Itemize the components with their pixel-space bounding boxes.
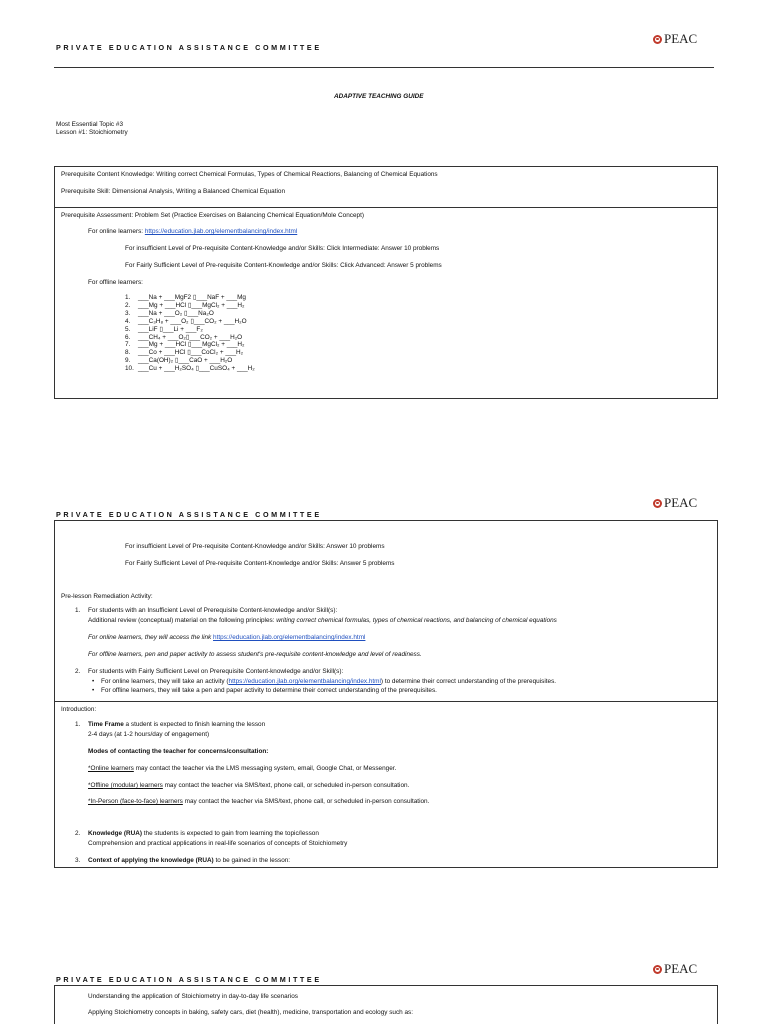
sufficient-online: For Fairly Sufficient Level of Pre-requisite Content-Knowledge and/or Skills: Click Advanced: Answer 5 problems — [125, 262, 442, 269]
remediation-title: Pre-lesson Remediation Activity: — [61, 593, 153, 600]
intro-item1 — [88, 721, 265, 729]
intro-item3 — [88, 857, 290, 865]
intro-item3-num: 3. — [75, 857, 81, 864]
remediation-item1-offline: For offline learners, pen and paper activity to assess student's pre-requisite content-knowledge and level of readiness. — [88, 651, 422, 658]
intro-item1-num: 1. — [75, 721, 81, 728]
remediation-item1-num: 1. — [75, 607, 81, 614]
header-org-title-p2: PRIVATE EDUCATION ASSISTANCE COMMITTEE — [56, 510, 322, 519]
problem-equation: ___Na + ___MgF2 ▯___NaF + ___Mg — [138, 294, 246, 301]
remediation-item1-online — [88, 634, 365, 642]
mode-offline — [88, 782, 409, 790]
remediation-item2-bullet1 — [101, 678, 556, 686]
problem-equation: ___Mg + ___HCl ▯___MgCl₂ + ___H₂ — [138, 341, 245, 349]
online-learners-line — [88, 228, 297, 236]
guide-title: ADAPTIVE TEACHING GUIDE — [334, 93, 424, 100]
problem-number: 1. — [125, 294, 131, 301]
problem-number: 4. — [125, 317, 131, 325]
mode-online — [88, 765, 396, 773]
remediation-online-link[interactable]: https://education.jlab.org/elementbalancing/index.html — [213, 634, 366, 641]
sufficient-level: For Fairly Sufficient Level of Pre-requisite Content-Knowledge and/or Skills: Answer 5 problems — [125, 560, 395, 567]
topic-label: Most Essential Topic #3 — [56, 121, 124, 128]
mode-online-label: *Online learners — [88, 765, 134, 772]
problem-number: 5. — [125, 325, 131, 333]
context-text: to be gained in the lesson: — [213, 857, 291, 864]
online-prefix: For online learners, they will access the link — [88, 634, 214, 641]
problem-equation: ___C₃H₈ + ___O₂ ▯___CO₂ + ___H₂O — [138, 317, 247, 325]
remediation-item2-bullet2: • For offline learners, they will take a pen and paper activity to determine their correct understanding of the prerequisites. — [101, 687, 437, 695]
page3-box — [54, 985, 718, 1024]
problem-equation: ___LiF ▯___Li + ___F₂ — [138, 325, 203, 333]
peac-logo-icon — [653, 35, 662, 44]
time-frame-label: Time Frame — [88, 721, 124, 728]
problem-equation: ___Na + ___O₂ ▯___Na₂O — [138, 309, 214, 317]
mode-inperson-label: *In-Person (face-to-face) learners — [88, 798, 183, 805]
peac-logo-icon — [653, 499, 662, 508]
problem-item — [125, 318, 247, 326]
peac-logo-icon — [653, 965, 662, 974]
online-label: For online learners: — [88, 228, 145, 235]
problem-item — [125, 357, 232, 365]
modes-title: Modes of contacting the teacher for concerns/consultation: — [88, 748, 269, 755]
problem-item — [125, 334, 242, 342]
mode-inperson — [88, 798, 429, 806]
remediation-item1-review — [88, 617, 557, 625]
problem-item — [125, 341, 245, 349]
problem-equation: ___Cu + ___H₂SO₄ ▯___CuSO₄ + ___H₂ — [138, 365, 255, 373]
remediation-item2: For students with Fairly Sufficient Level on Prerequisite Content-knowledge and/or Skill(s): — [88, 668, 344, 675]
problem-equation: ___Co + ___HCl ▯___CoCl₂ + ___H₂ — [138, 349, 244, 357]
review-prefix: Additional review (conceptual) material on the following principles: — [88, 617, 277, 624]
prerequisite-separator — [55, 207, 717, 208]
online-link[interactable]: https://education.jlab.org/elementbalancing/index.html — [144, 228, 298, 235]
prereq-assessment: Prerequisite Assessment: Problem Set (Practice Exercises on Balancing Chemical Equation/Mole Concept) — [61, 212, 364, 219]
logo-text: PEAC — [664, 495, 698, 510]
insufficient-online: For insufficient Level of Pre-requisite Content-Knowledge and/or Skills: Click Intermediate: Answer 10 problems — [125, 245, 440, 252]
time-frame-text: a student is expected to finish learning the lesson — [123, 721, 266, 728]
header-org-title: PRIVATE EDUCATION ASSISTANCE COMMITTEE — [56, 43, 322, 52]
problem-number: 3. — [125, 309, 131, 317]
problem-number: 9. — [125, 357, 131, 365]
bullet1-prefix: For online learners, they will take an activity ( — [101, 678, 229, 685]
problem-number: 8. — [125, 349, 131, 357]
remediation-activity-link[interactable]: https://education.jlab.org/elementbalancing/index.html — [228, 678, 381, 685]
introduction-separator — [55, 701, 717, 702]
mode-offline-label: *Offline (modular) learners — [88, 782, 163, 789]
remediation-item2-num: 2. — [75, 668, 81, 675]
remediation-item1: For students with an Insufficient Level of Prerequisite Content-knowledge and/or Skill(s): — [88, 607, 338, 614]
problem-number: 6. — [125, 333, 131, 341]
problem-item — [125, 310, 214, 318]
mode-inperson-text: may contact the teacher via SMS/text, phone call, or scheduled in-person consultation. — [182, 798, 430, 805]
problem-item — [125, 349, 243, 357]
peac-logo-p2 — [653, 495, 697, 511]
page3-line1: Understanding the application of Stoichiometry in day-to-day life scenarios — [88, 993, 298, 1000]
problem-item — [125, 302, 245, 310]
logo-text: PEAC — [664, 961, 698, 976]
problem-equation: ___CH₄ + ___O₂▯___CO₂ + ___H₂O — [138, 333, 243, 341]
problem-equation: ___Mg + ___HCl ▯___MgCl₂ + ___H₂ — [138, 301, 245, 309]
header-org-title-p3: PRIVATE EDUCATION ASSISTANCE COMMITTEE — [56, 975, 322, 984]
bullet1-suffix: ) to determine their correct understanding of the prerequisites. — [380, 678, 557, 685]
problem-number: 2. — [125, 301, 131, 309]
offline-label: For offline learners: — [88, 279, 143, 286]
intro-item2 — [88, 830, 319, 838]
problem-item — [125, 326, 203, 334]
introduction-title: Introduction: — [61, 706, 97, 713]
knowledge-label: Knowledge (RUA) — [88, 830, 142, 837]
problem-item — [125, 365, 255, 373]
peac-logo — [653, 31, 697, 47]
review-topics: writing correct chemical formulas, types of chemical reactions, and balancing of chemical equations — [276, 617, 557, 624]
problem-item — [125, 294, 246, 302]
intro-item2-sub: Comprehension and practical applications in real-life scenarios of concepts of Stoichiometry — [88, 840, 348, 847]
peac-logo-p3 — [653, 961, 697, 977]
problem-number: 7. — [125, 341, 131, 349]
header-divider — [54, 67, 714, 68]
lesson-label: Lesson #1: Stoichiometry — [56, 129, 128, 136]
mode-online-text: may contact the teacher via the LMS messaging system, email, Google Chat, or Messenger. — [133, 765, 397, 772]
logo-text: PEAC — [664, 31, 698, 46]
problem-number: 10. — [125, 365, 134, 373]
context-label: Context of applying the knowledge (RUA) — [88, 857, 214, 864]
prereq-skill: Prerequisite Skill: Dimensional Analysis, Writing a Balanced Chemical Equation — [61, 188, 286, 195]
mode-offline-text: may contact the teacher via SMS/text, phone call, or scheduled in-person consultation. — [162, 782, 410, 789]
intro-item2-num: 2. — [75, 830, 81, 837]
prereq-knowledge: Prerequisite Content Knowledge: Writing correct Chemical Formulas, Types of Chemical Reactions, Balancing of Chemical Equations — [61, 171, 438, 178]
page3-line2: Applying Stoichiometry concepts in baking, safety cars, diet (health), medicine, transportation and ecology such as: — [88, 1009, 414, 1016]
knowledge-text: the students is expected to gain from learning the topic/lesson — [141, 830, 319, 837]
problem-equation: ___Ca(OH)₂ ▯___CaO + ___H₂O — [138, 357, 233, 365]
intro-item1-days: 2-4 days (at 1-2 hours/day of engagement) — [88, 731, 210, 738]
insufficient-level: For insufficient Level of Pre-requisite Content-Knowledge and/or Skills: Answer 10 problems — [125, 543, 385, 550]
